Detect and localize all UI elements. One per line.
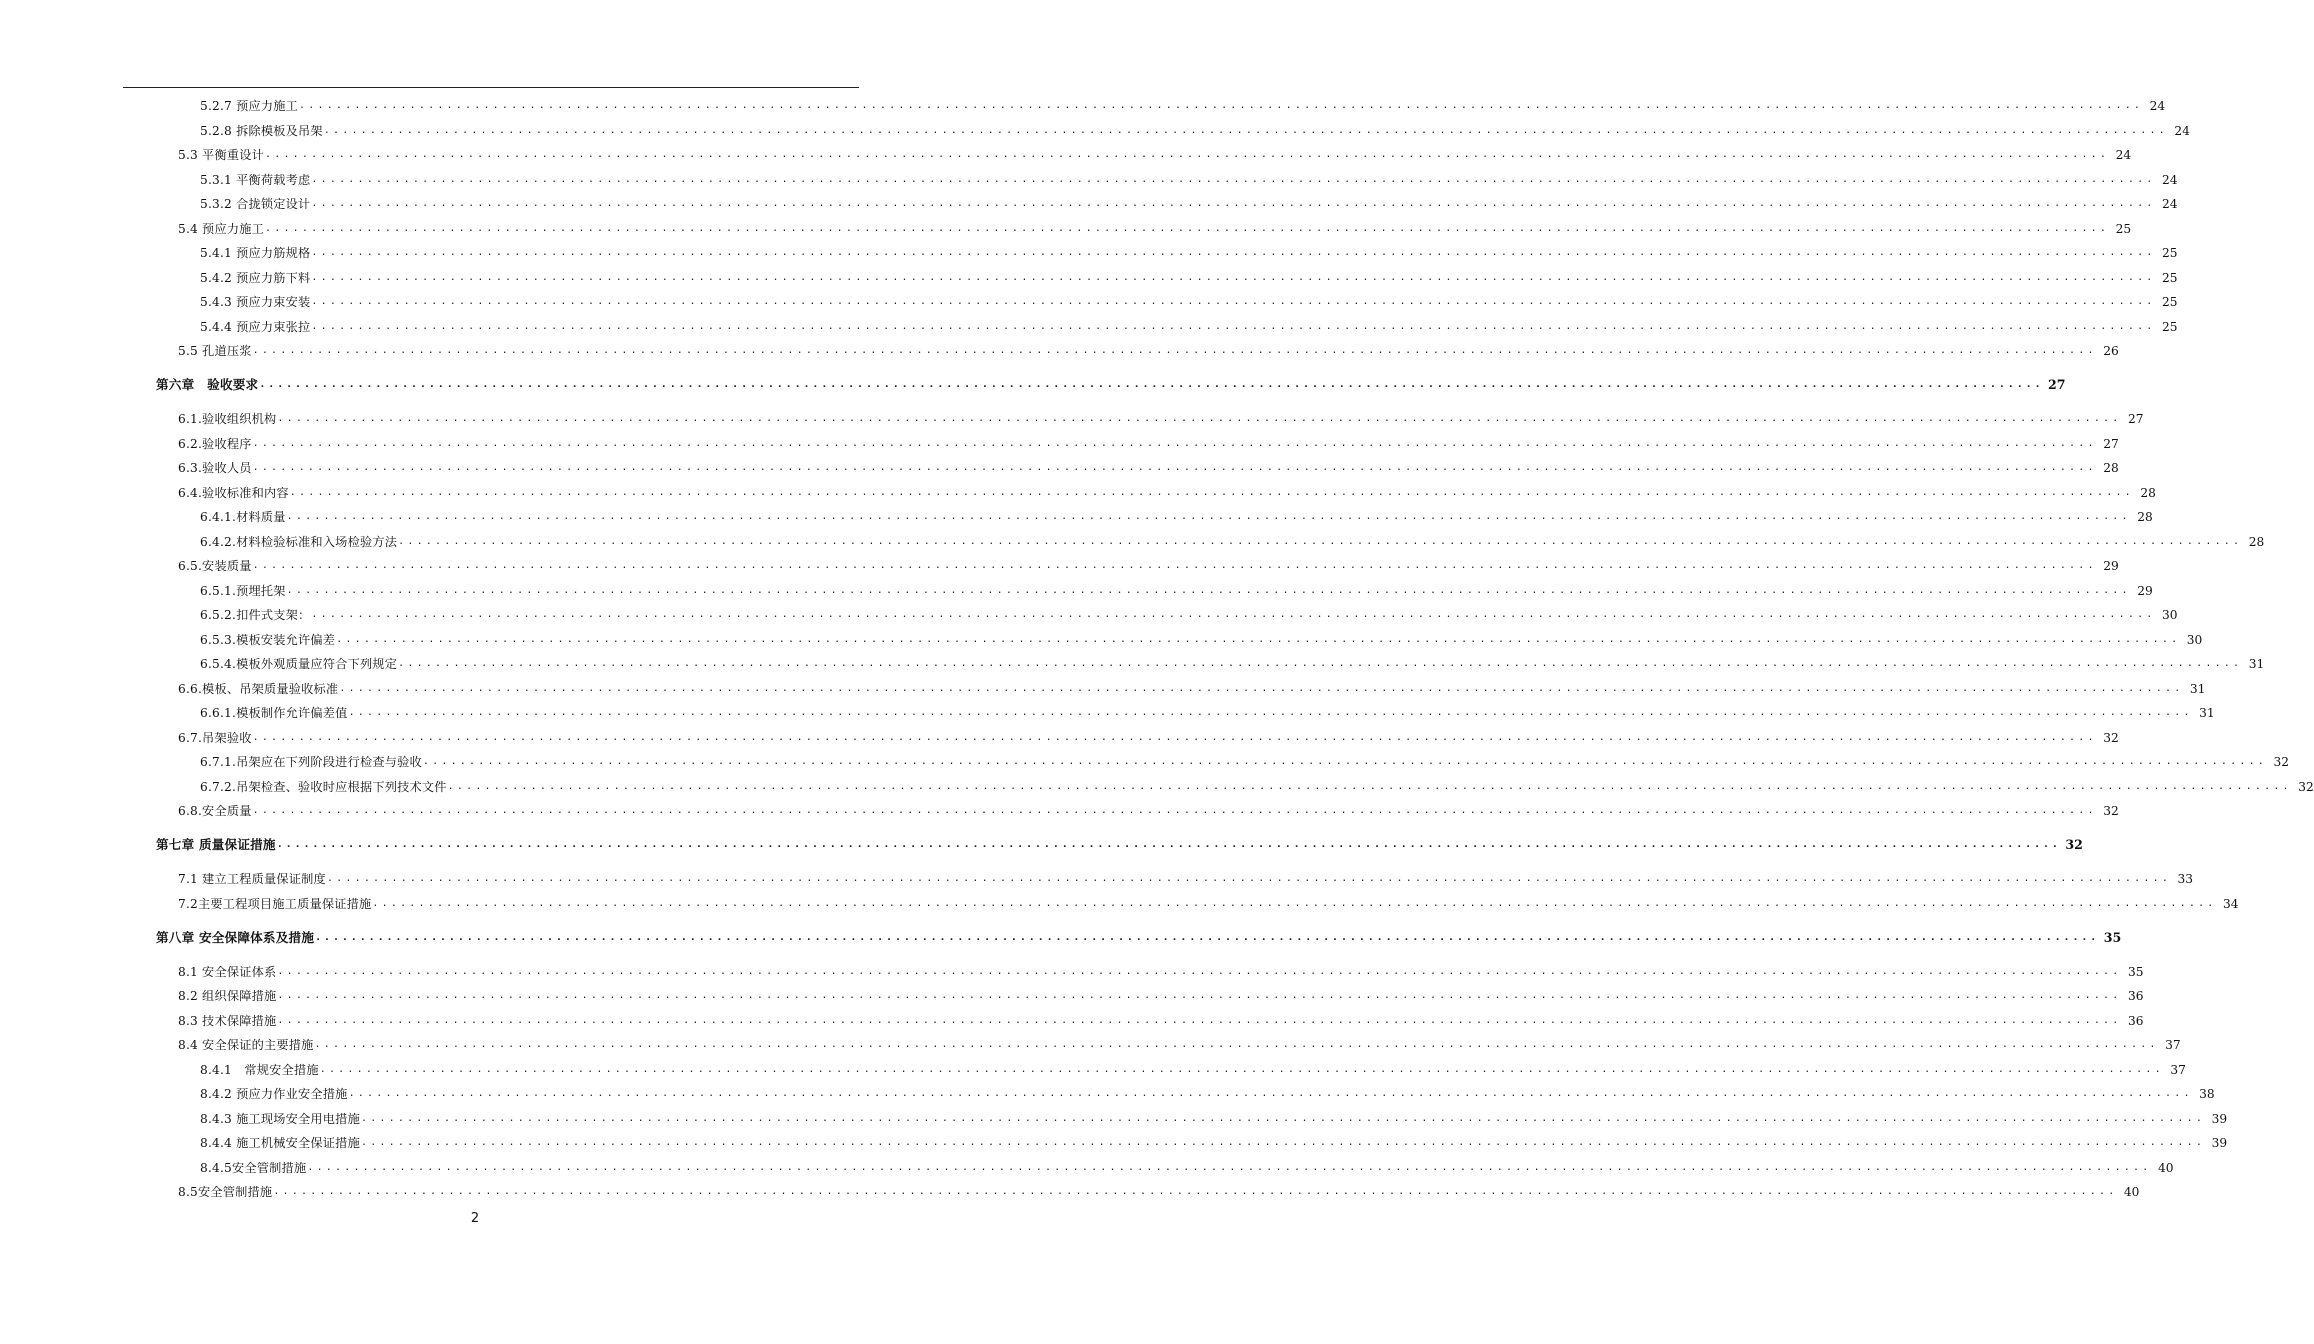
toc-dot-leader: ........................................................................................................................................................................................................ [289, 486, 2134, 498]
toc-entry-label: 8.4.1 常规安全措施 [200, 1062, 319, 1077]
toc-entry-page: 33 [2177, 872, 2194, 886]
toc-dot-leader: ........................................................................................................................................................................................................ [265, 222, 2110, 234]
toc-entry-page: 29 [2103, 559, 2119, 573]
toc-entry-page: 38 [2199, 1087, 2215, 1101]
toc-dot-leader: ........................................................................................................................................................................................................ [299, 100, 2144, 111]
toc-dot-leader: ........................................................................................................................................................................................................ [252, 462, 2097, 473]
toc-entry-page: 24 [2149, 99, 2166, 113]
toc-dot-leader: ........................................................................................................................................................................................................ [252, 731, 2097, 743]
toc-entry-label: 5.4.2 预应力筋下料 [200, 270, 311, 285]
toc-entry-label: 5.2.8 拆除模板及吊架 [200, 123, 323, 138]
toc-entry-page: 31 [2199, 706, 2215, 720]
toc-entry[interactable] [0, 986, 2144, 1006]
toc-entry[interactable] [0, 1011, 2144, 1031]
toc-entry[interactable] [0, 703, 2215, 723]
toc-entry[interactable] [0, 507, 2153, 527]
toc-entry-label: 8.1 安全保证体系 [178, 964, 277, 979]
toc-entry[interactable] [0, 581, 2153, 601]
toc-entry-page: 31 [2248, 657, 2265, 671]
toc-dot-leader: ........................................................................................................................................................................................................ [286, 584, 2131, 596]
toc-dot-leader: ........................................................................................................................................................................................................ [314, 1039, 2159, 1050]
toc-dot-leader: ........................................................................................................................................................................................................ [319, 1063, 2164, 1075]
toc-entry[interactable] [0, 145, 2132, 165]
toc-dot-leader: ........................................................................................................................................................................................................ [252, 805, 2097, 816]
header-rule [123, 87, 859, 88]
toc-dot-leader: ........................................................................................................................................................................................................ [259, 379, 2044, 390]
toc-entry-page: 30 [2186, 632, 2203, 647]
toc-entry-label: 5.3 平衡重设计 [178, 148, 264, 162]
toc-dot-leader: ........................................................................................................................................................................................................ [339, 682, 2184, 694]
toc-chapter-entry[interactable] [0, 835, 2083, 855]
toc-entry-page: 27 [2127, 412, 2144, 426]
toc-entry-page: 25 [2162, 270, 2178, 285]
toc-entry[interactable] [0, 630, 2203, 650]
toc-entry-page: 29 [2137, 583, 2153, 598]
toc-entry-label: 6.6.1.模板制作允许偏差值 [200, 706, 348, 720]
toc-dot-leader: ........................................................................................................................................................................................................ [277, 990, 2122, 1001]
toc-entry[interactable] [0, 556, 2119, 576]
toc-entry[interactable] [0, 1158, 2174, 1178]
toc-entry[interactable] [0, 679, 2206, 699]
toc-dot-leader: ........................................................................................................................................................................................................ [311, 320, 2156, 332]
toc-entry-label: 8.5安全管制措施 [178, 1185, 273, 1199]
toc-entry[interactable] [0, 409, 2144, 429]
toc-entry-label: 6.1.验收组织机构 [178, 412, 277, 426]
toc-dot-leader: ........................................................................................................................................................................................................ [277, 965, 2122, 977]
toc-dot-leader: ........................................................................................................................................................................................................ [326, 873, 2172, 884]
toc-dot-leader: ........................................................................................................................................................................................................ [273, 1186, 2118, 1197]
toc-entry[interactable] [0, 894, 2239, 914]
toc-dot-leader: ........................................................................................................................................................................................................ [315, 931, 2100, 943]
toc-entry-label: 6.3.验收人员 [178, 461, 252, 475]
toc-entry-page: 28 [2248, 534, 2265, 549]
toc-entry-page: 28 [2103, 461, 2119, 475]
toc-chapter-entry[interactable] [0, 928, 2122, 948]
toc-entry-label: 5.4.3 预应力束安装 [200, 295, 311, 309]
toc-entry-label: 8.4.2 预应力作业安全措施 [200, 1087, 348, 1101]
toc-entry-page: 36 [2127, 989, 2144, 1003]
toc-entry-label: 6.6.模板、吊架质量验收标准 [178, 681, 339, 696]
toc-entry-label: 6.7.吊架验收 [178, 730, 252, 745]
toc-entry-page: 37 [2170, 1062, 2186, 1077]
toc-entry[interactable] [0, 170, 2178, 190]
toc-entry[interactable] [0, 434, 2119, 454]
toc-entry-label: 7.1 建立工程质量保证制度 [178, 872, 326, 886]
toc-entry-page: 30 [2162, 608, 2178, 622]
toc-entry[interactable] [0, 532, 2265, 552]
toc-entry-label: 8.4 安全保证的主要措施 [178, 1038, 314, 1052]
toc-entry-page: 32 [2103, 804, 2119, 818]
toc-entry-label: 6.4.验收标准和内容 [178, 485, 289, 500]
toc-entry[interactable] [0, 728, 2119, 748]
toc-dot-leader: ........................................................................................................................................................................................................ [447, 780, 2292, 792]
toc-entry-label: 5.3.2 合拢锁定设计 [200, 197, 311, 211]
toc-entry[interactable] [0, 317, 2178, 337]
toc-entry[interactable] [0, 194, 2178, 214]
toc-dot-leader: ........................................................................................................................................................................................................ [311, 609, 2156, 620]
toc-entry-label: 5.3.1 平衡荷载考虑 [200, 172, 311, 187]
toc-entry[interactable] [0, 1035, 2181, 1055]
toc-entry[interactable] [0, 341, 2119, 361]
toc-entry-label: 6.4.2.材料检验标准和入场检验方法 [200, 534, 398, 549]
toc-entry[interactable] [0, 869, 2194, 889]
toc-entry-page: 24 [2162, 172, 2178, 187]
toc-entry[interactable] [0, 1133, 2228, 1153]
toc-entry-label: 7.2主要工程项目施工质量保证措施 [178, 896, 372, 911]
toc-entry-page: 32 [2298, 779, 2314, 794]
toc-entry[interactable] [0, 96, 2166, 116]
toc-dot-leader: ........................................................................................................................................................................................................ [277, 1014, 2122, 1026]
toc-entry[interactable] [0, 752, 2290, 772]
toc-entry[interactable] [0, 777, 2314, 797]
toc-entry-page: 40 [2123, 1185, 2140, 1199]
toc-entry[interactable] [0, 1182, 2140, 1202]
toc-entry-label: 8.3 技术保障措施 [178, 1013, 277, 1028]
toc-entry-label: 6.8.安全质量 [178, 804, 252, 818]
toc-entry-page: 32 [2065, 837, 2083, 852]
toc-dot-leader: ........................................................................................................................................................................................................ [348, 707, 2193, 718]
toc-entry-page: 25 [2162, 246, 2178, 260]
toc-dot-leader: ........................................................................................................................................................................................................ [276, 839, 2061, 850]
toc-entry-page: 32 [2103, 730, 2119, 745]
toc-dot-leader: ........................................................................................................................................................................................................ [252, 345, 2097, 356]
toc-dot-leader: ........................................................................................................................................................................................................ [360, 1137, 2206, 1148]
toc-entry-label: 6.5.2.扣件式支架： [200, 608, 311, 622]
toc-entry[interactable] [0, 654, 2265, 674]
toc-dot-leader: ........................................................................................................................................................................................................ [265, 149, 2110, 160]
toc-entry-page: 34 [2223, 896, 2239, 911]
toc-entry-page: 25 [2162, 319, 2178, 334]
toc-entry-label: 5.5 孔道压浆 [178, 344, 252, 358]
toc-entry-label: 6.5.1.预埋托架 [200, 583, 286, 598]
toc-entry-page: 25 [2162, 295, 2178, 309]
toc-entry-label: 6.7.2.吊架检查、验收时应根据下列技术文件 [200, 779, 447, 794]
toc-entry-page: 27 [2047, 377, 2066, 392]
toc-entry-page: 26 [2103, 344, 2119, 358]
toc-entry-page: 24 [2174, 123, 2190, 138]
toc-entry[interactable] [0, 605, 2178, 625]
toc-entry[interactable] [0, 219, 2132, 239]
toc-entry-label: 5.2.7 预应力施工 [200, 99, 299, 113]
toc-entry-label: 8.4.5安全管制措施 [200, 1160, 307, 1175]
toc-dot-leader: ........................................................................................................................................................................................................ [311, 271, 2156, 283]
page-number: 2 [470, 1211, 480, 1226]
toc-dot-leader: ........................................................................................................................................................................................................ [348, 1088, 2193, 1099]
toc-entry-page: 36 [2127, 1013, 2144, 1028]
toc-entry-label: 第七章 质量保证措施 [156, 837, 276, 852]
toc-entry-page: 27 [2103, 436, 2119, 451]
toc-entry-label: 5.4 预应力施工 [178, 221, 264, 236]
toc-entry-page: 24 [2115, 148, 2132, 162]
toc-entry[interactable] [0, 292, 2178, 312]
toc-entry-label: 6.4.1.材料质量 [200, 510, 286, 524]
toc-entry-label: 8.2 组织保障措施 [178, 989, 277, 1003]
toc-dot-leader: ........................................................................................................................................................................................................ [372, 897, 2217, 909]
toc-dot-leader: ........................................................................................................................................................................................................ [336, 633, 2181, 645]
toc-dot-leader: ........................................................................................................................................................................................................ [398, 658, 2243, 669]
toc-dot-leader: ........................................................................................................................................................................................................ [311, 296, 2156, 307]
toc-entry[interactable] [0, 483, 2156, 503]
toc-entry[interactable] [0, 121, 2190, 141]
toc-entry-page: 39 [2211, 1136, 2228, 1150]
toc-entry[interactable] [0, 801, 2119, 821]
toc-dot-leader: ........................................................................................................................................................................................................ [277, 413, 2122, 424]
toc-dot-leader: ........................................................................................................................................................................................................ [311, 247, 2156, 258]
toc-entry-label: 8.4.3 施工现场安全用电措施 [200, 1111, 360, 1126]
toc-entry-label: 6.5.4.模板外观质量应符合下列规定 [200, 657, 398, 671]
toc-entry-label: 第六章 验收要求 [156, 377, 259, 392]
toc-entry[interactable] [0, 243, 2178, 263]
toc-entry-page: 28 [2140, 485, 2156, 500]
toc-entry[interactable] [0, 458, 2119, 478]
toc-entry-page: 25 [2115, 221, 2132, 236]
toc-dot-leader: ........................................................................................................................................................................................................ [360, 1112, 2206, 1124]
toc-dot-leader: ........................................................................................................................................................................................................ [311, 173, 2156, 185]
toc-entry-label: 6.5.3.模板安装允许偏差 [200, 632, 336, 647]
toc-entry-page: 32 [2273, 755, 2290, 769]
toc-dot-leader: ........................................................................................................................................................................................................ [252, 560, 2097, 571]
toc-dot-leader: ........................................................................................................................................................................................................ [307, 1161, 2152, 1173]
toc-chapter-entry[interactable] [0, 375, 2066, 395]
toc-entry-label: 6.5.安装质量 [178, 559, 252, 573]
toc-dot-leader: ........................................................................................................................................................................................................ [252, 437, 2097, 449]
toc-entry-page: 39 [2211, 1111, 2228, 1126]
toc-entry[interactable] [0, 1060, 2186, 1080]
toc-entry[interactable] [0, 1109, 2228, 1129]
toc-entry[interactable] [0, 268, 2178, 288]
toc-entry-label: 5.4.4 预应力束张拉 [200, 319, 311, 334]
toc-dot-leader: ........................................................................................................................................................................................................ [311, 198, 2156, 209]
toc-entry-label: 6.7.1.吊架应在下列阶段进行检查与验收 [200, 755, 422, 769]
toc-entry-label: 8.4.4 施工机械安全保证措施 [200, 1136, 360, 1150]
toc-entry-page: 37 [2165, 1038, 2181, 1052]
toc-entry-page: 40 [2157, 1160, 2174, 1175]
toc-entry-page: 31 [2189, 681, 2206, 696]
toc-dot-leader: ........................................................................................................................................................................................................ [398, 535, 2243, 547]
toc-entry-label: 5.4.1 预应力筋规格 [200, 246, 311, 260]
toc-dot-leader: ........................................................................................................................................................................................................ [286, 511, 2131, 522]
toc-entry[interactable] [0, 1084, 2215, 1104]
toc-entry-label: 6.2.验收程序 [178, 436, 252, 451]
toc-entry[interactable] [0, 962, 2144, 982]
toc-entry-page: 24 [2162, 197, 2178, 211]
toc-entry-page: 35 [2127, 964, 2144, 979]
toc-entry-label: 第八章 安全保障体系及措施 [156, 929, 315, 945]
toc-dot-leader: ........................................................................................................................................................................................................ [323, 124, 2168, 136]
toc-dot-leader: ........................................................................................................................................................................................................ [422, 756, 2268, 767]
toc-entry-page: 35 [2103, 929, 2122, 945]
toc-entry-page: 28 [2137, 510, 2153, 524]
